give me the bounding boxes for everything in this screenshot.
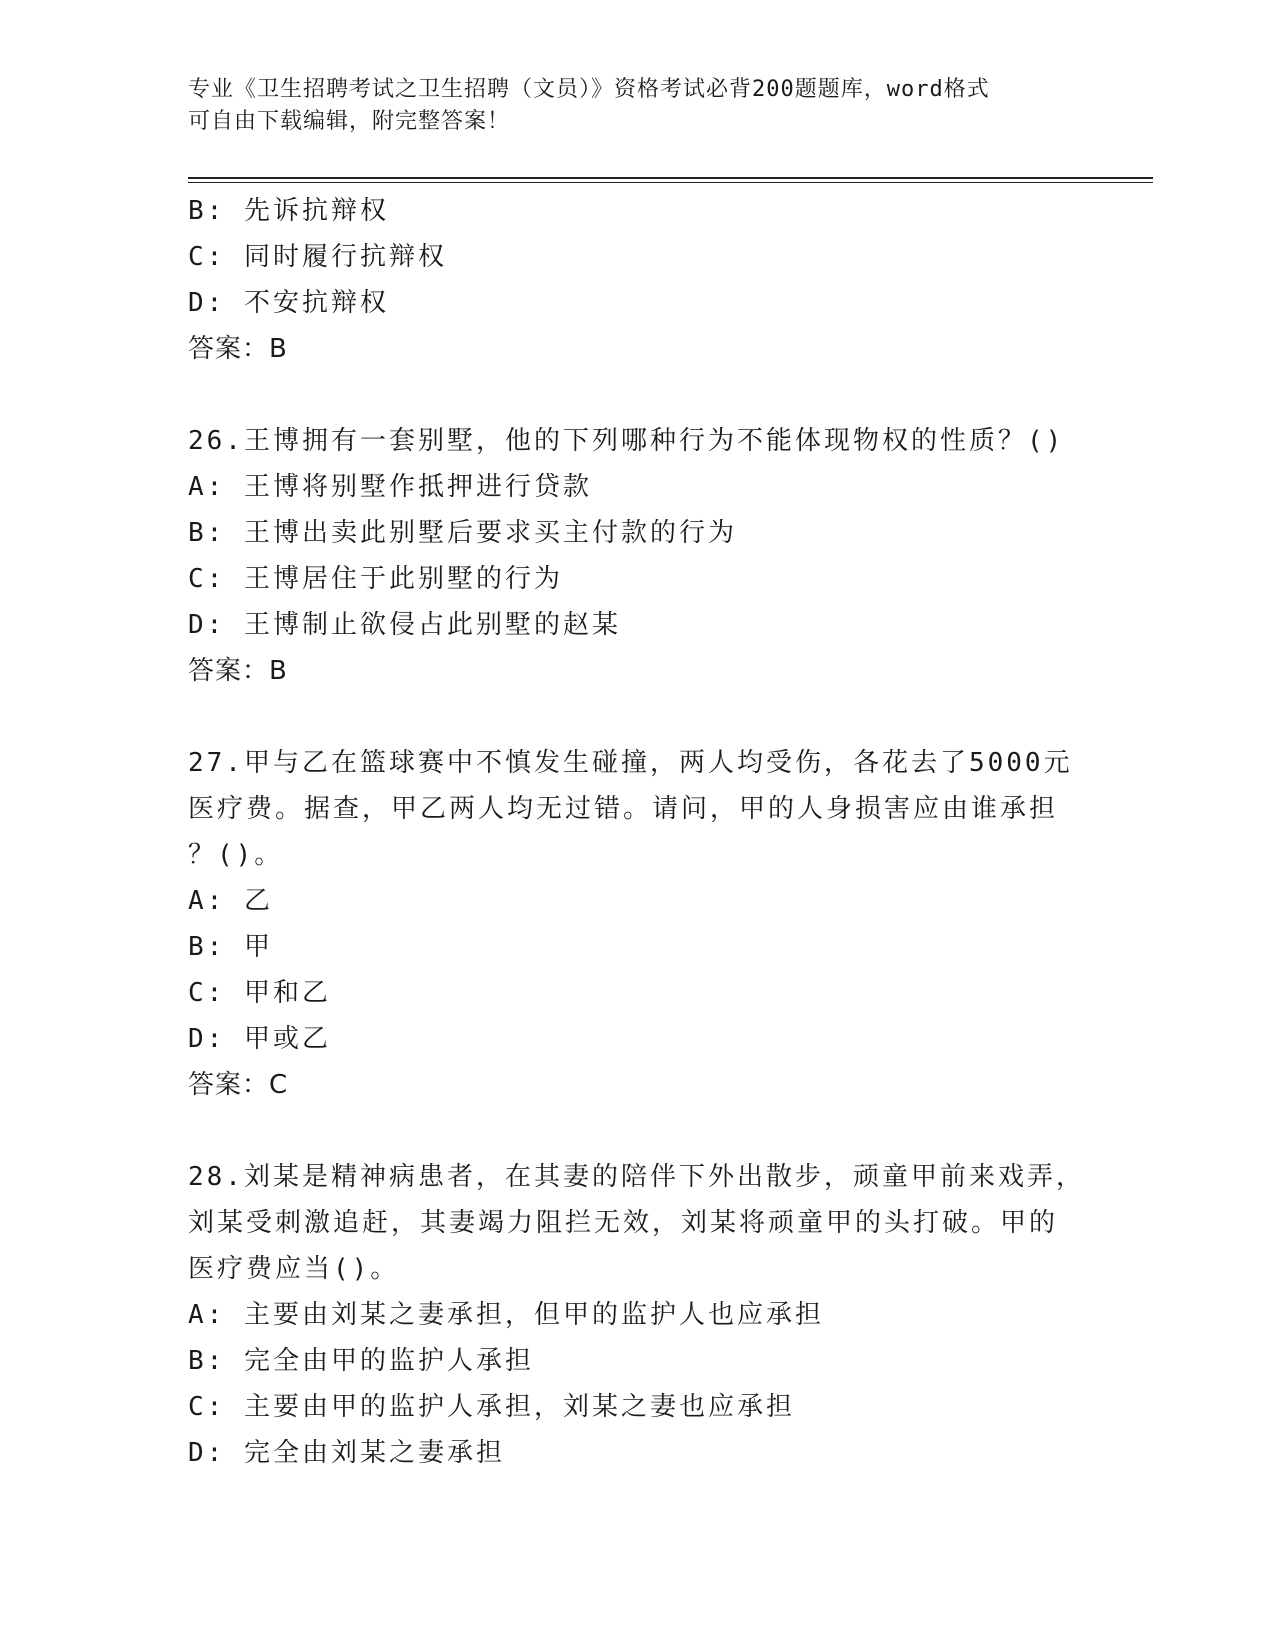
option-d: D: 完全由刘某之妻承担 <box>188 1438 505 1468</box>
question-28 <box>188 1154 1085 1476</box>
option-a: A: 主要由刘某之妻承担，但甲的监护人也应承担 <box>188 1300 824 1330</box>
header-rule-thin <box>188 182 1153 183</box>
option-d: D: 王博制止欲侵占此别墅的赵某 <box>188 610 621 640</box>
option-a: A: 乙 <box>188 886 273 916</box>
option-c: C: 甲和乙 <box>188 978 331 1008</box>
answer-label: 答案：B <box>188 656 288 686</box>
question-27 <box>188 740 1073 1108</box>
spacer <box>188 372 1068 418</box>
option-b: B: 甲 <box>188 932 273 962</box>
question-text-line-3: 医疗费应当()。 <box>188 1254 400 1284</box>
option-c: C: 主要由甲的监护人承担，刘某之妻也应承担 <box>188 1392 795 1422</box>
spacer <box>188 694 1068 740</box>
question-text-line-2: 刘某受刺激追赶，其妻竭力阻拦无效，刘某将顽童甲的头打破。甲的 <box>188 1208 1059 1238</box>
question-text-line-2: 医疗费。据查，甲乙两人均无过错。请问，甲的人身损害应由谁承担 <box>188 794 1059 824</box>
question-content <box>188 188 1085 1476</box>
question-text-line-1: 27.甲与乙在篮球赛中不慎发生碰撞，两人均受伤，各花去了5000元 <box>188 748 1073 778</box>
question-text-line-1: 28.刘某是精神病患者，在其妻的陪伴下外出散步，顽童甲前来戏弄， <box>188 1162 1085 1192</box>
header-rule-thick <box>188 177 1153 179</box>
option-d: D: 甲或乙 <box>188 1024 331 1054</box>
option-b: B: 先诉抗辩权 <box>188 196 389 226</box>
spacer <box>188 1108 1068 1154</box>
question-text-line-3: ？()。 <box>188 840 284 870</box>
header-line-2: 可自由下载编辑，附完整答案！ <box>188 109 511 134</box>
option-a: A: 王博将别墅作抵押进行贷款 <box>188 472 592 502</box>
option-b: B: 完全由甲的监护人承担 <box>188 1346 534 1376</box>
question-text: 26.王博拥有一套别墅，他的下列哪种行为不能体现物权的性质？() <box>188 426 1065 456</box>
option-c: C: 王博居住于此别墅的行为 <box>188 564 563 594</box>
option-c: C: 同时履行抗辩权 <box>188 242 447 272</box>
answer-label: 答案：C <box>188 1070 289 1100</box>
question-26 <box>188 418 1068 694</box>
page-header <box>188 74 1068 138</box>
header-line-1: 专业《卫生招聘考试之卫生招聘（文员）》资格考试必背200题题库，word格式 <box>188 77 990 102</box>
option-d: D: 不安抗辩权 <box>188 288 389 318</box>
option-b: B: 王博出卖此别墅后要求买主付款的行为 <box>188 518 737 548</box>
answer-label: 答案：B <box>188 334 288 364</box>
question-25-tail <box>188 188 1068 372</box>
